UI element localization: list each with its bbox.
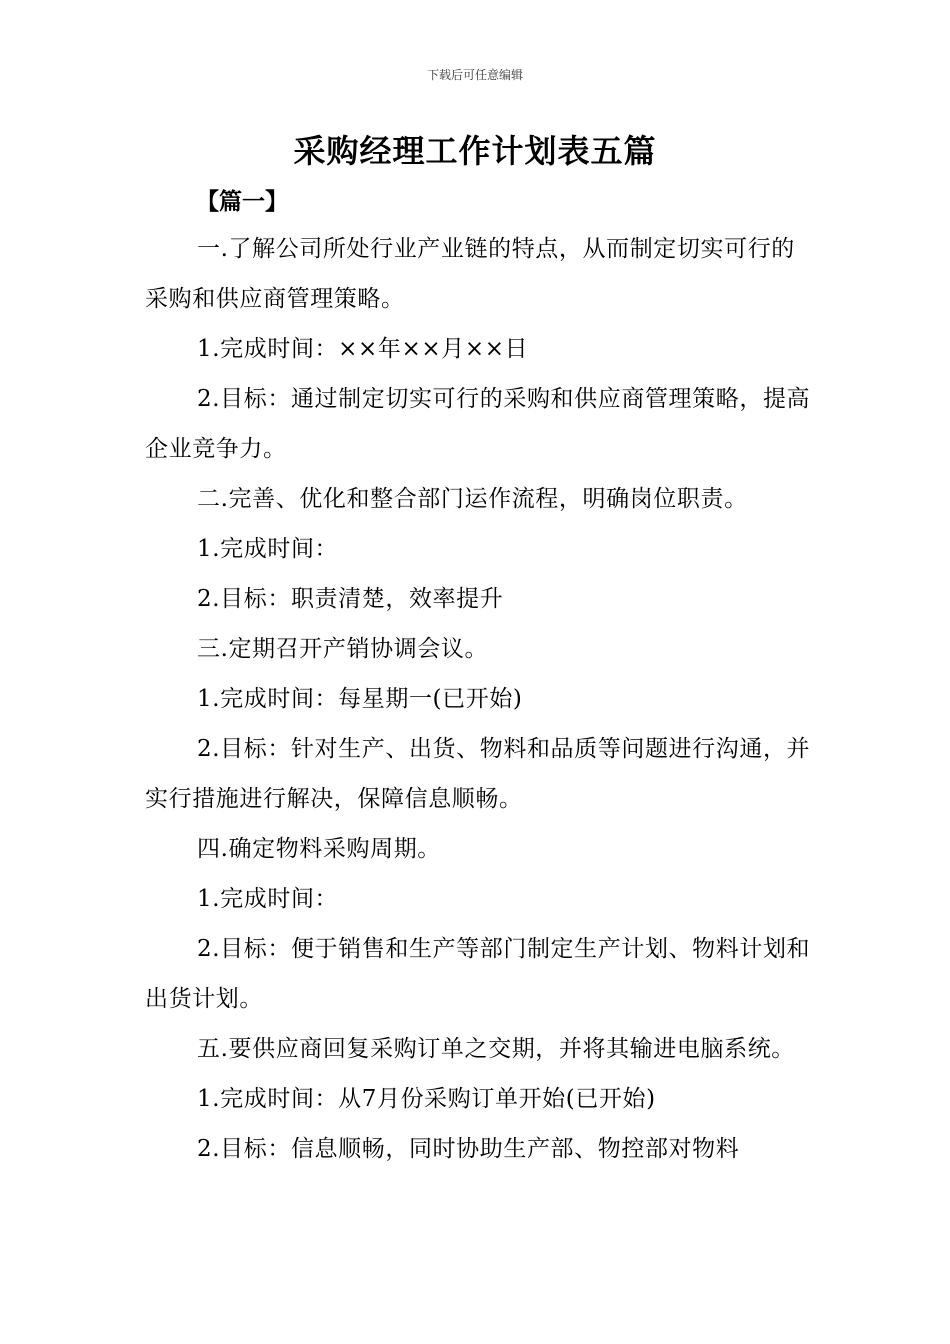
header-note: 下载后可任意编辑 <box>426 68 523 82</box>
paragraph: 1.完成时间： <box>197 536 339 562</box>
paragraph: 1.完成时间：××年××月××日 <box>197 336 529 362</box>
paragraph: 2.目标：针对生产、出货、物料和品质等问题进行沟通，并实行措施进行解决，保障信息顺畅。 <box>145 736 811 812</box>
paragraph: 一.了解公司所处行业产业链的特点，从而制定切实可行的采购和供应商管理策略。 <box>145 236 795 312</box>
paragraph: 五.要供应商回复采购订单之交期，并将其输进电脑系统。 <box>197 1036 795 1062</box>
paragraph: 2.目标：便于销售和生产等部门制定生产计划、物料计划和出货计划。 <box>145 936 811 1012</box>
document-title: 采购经理工作计划表五篇 <box>293 132 657 170</box>
paragraph: 2.目标：职责清楚，效率提升 <box>197 586 504 612</box>
paragraph: 1.完成时间：从7月份采购订单开始(已开始) <box>197 1086 656 1112</box>
paragraph: 二.完善、优化和整合部门运作流程，明确岗位职责。 <box>197 486 748 512</box>
paragraph: 三.定期召开产销协调会议。 <box>197 636 489 662</box>
paragraph: 2.目标：通过制定切实可行的采购和供应商管理策略，提高企业竞争力。 <box>145 386 811 462</box>
section-label: 【篇一】 <box>196 188 288 215</box>
paragraph: 四.确定物料采购周期。 <box>197 836 441 862</box>
document-body <box>145 224 815 1174</box>
paragraph: 1.完成时间：每星期一(已开始) <box>197 686 523 712</box>
paragraph: 2.目标：信息顺畅，同时协助生产部、物控部对物料 <box>197 1136 740 1162</box>
paragraph: 1.完成时间： <box>197 886 339 912</box>
